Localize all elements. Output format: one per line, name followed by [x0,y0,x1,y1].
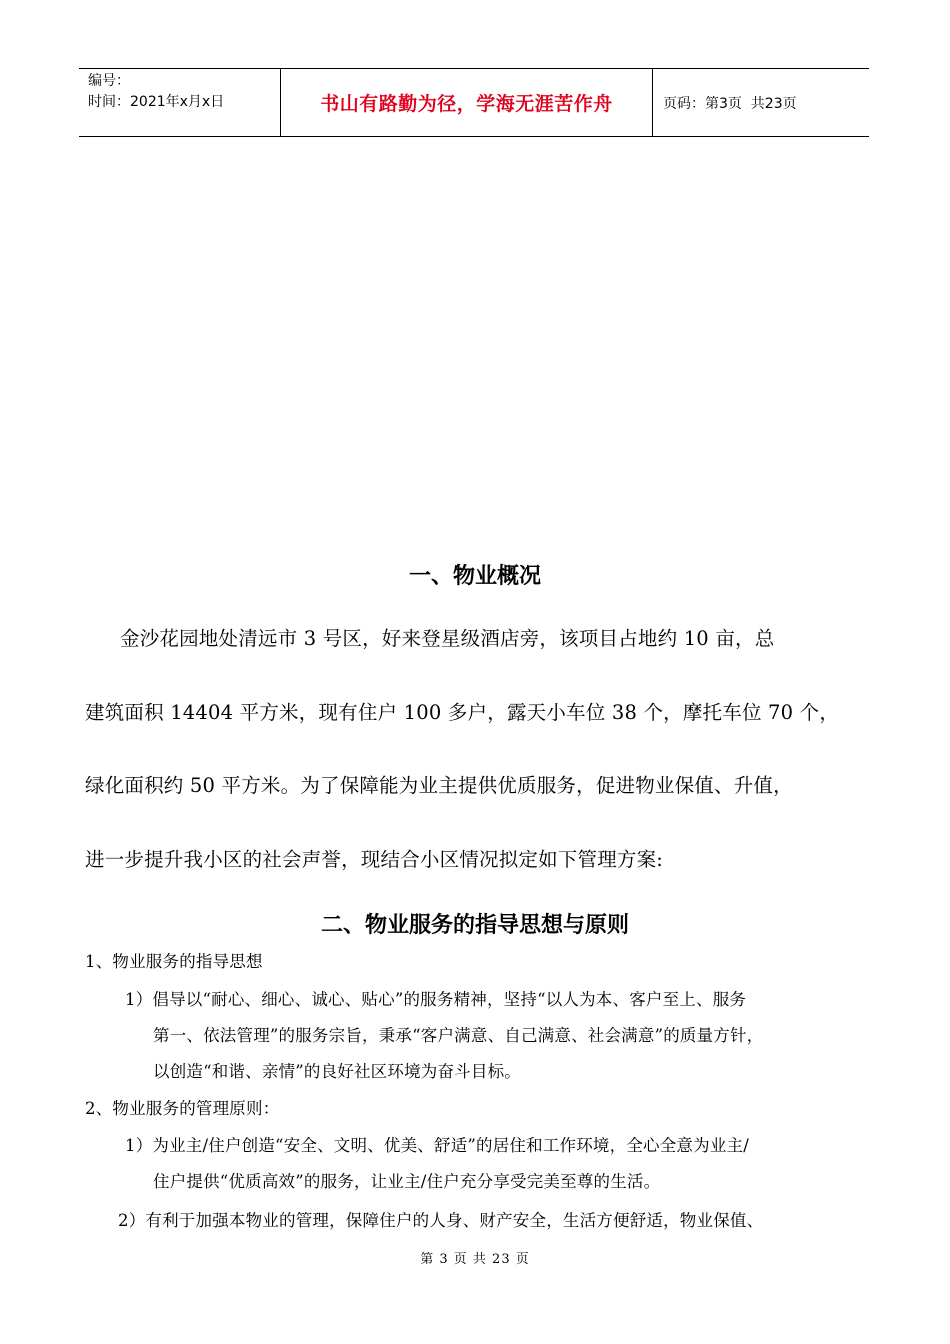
page-footer: 第 3 页 共 23 页 [420,1252,530,1267]
item-1-line-1: 1）倡导以“耐心、细心、诚心、贴心”的服务精神，坚持“以人为本、客户至上、服务 [125,990,747,1009]
item-1-line-2: 第一、依法管理”的服务宗旨，秉承“客户满意、自己满意、社会满意”的质量方针， [153,1026,764,1045]
item-2-heading: 2、物业服务的管理原则： [85,1099,280,1118]
header-page-info: 页码：第3页 共23页 [663,95,797,112]
item-2-line-1: 1）为业主/住户创造“安全、文明、优美、舒适”的居住和工作环境，全心全意为业主/ [125,1136,749,1155]
section-1-paragraph-line-4: 进一步提升我小区的社会声誉，现结合小区情况拟定如下管理方案: [85,848,664,871]
page-header [79,68,869,137]
section-2-title: 二、物业服务的指导思想与原则 [320,912,629,938]
document-time-label: 时间：2021年x月x日 [88,94,225,110]
header-page-info-cell [653,69,869,136]
item-2-line-2: 住户提供“优质高效”的服务，让业主/住户充分享受完美至尊的生活。 [153,1172,661,1191]
section-1-paragraph-line-1: 金沙花园地处清远市 3 号区，好来登星级酒店旁，该项目占地约 10 亩，总 [120,627,775,650]
section-1-paragraph-line-2: 建筑面积 14404 平方米，现有住户 100 多户，露天小车位 38 个，摩托车位 70 个， [85,701,840,724]
header-left-cell [79,69,281,136]
section-1-title: 一、物业概况 [408,563,541,589]
header-motto: 书山有路勤为径，学海无涯苦作舟 [281,69,653,136]
item-1-heading: 1、物业服务的指导思想 [85,952,263,971]
item-2-line-3: 2）有利于加强本物业的管理，保障住户的人身、财产安全，生活方便舒适，物业保值、 [118,1211,764,1230]
document-number-label: 编号： [88,73,130,89]
section-1-paragraph-line-3: 绿化面积约 50 平方米。为了保障能为业主提供优质服务，促进物业保值、升值， [85,774,793,797]
item-1-line-3: 以创造“和谐、亲情”的良好社区环境为奋斗目标。 [153,1062,521,1081]
